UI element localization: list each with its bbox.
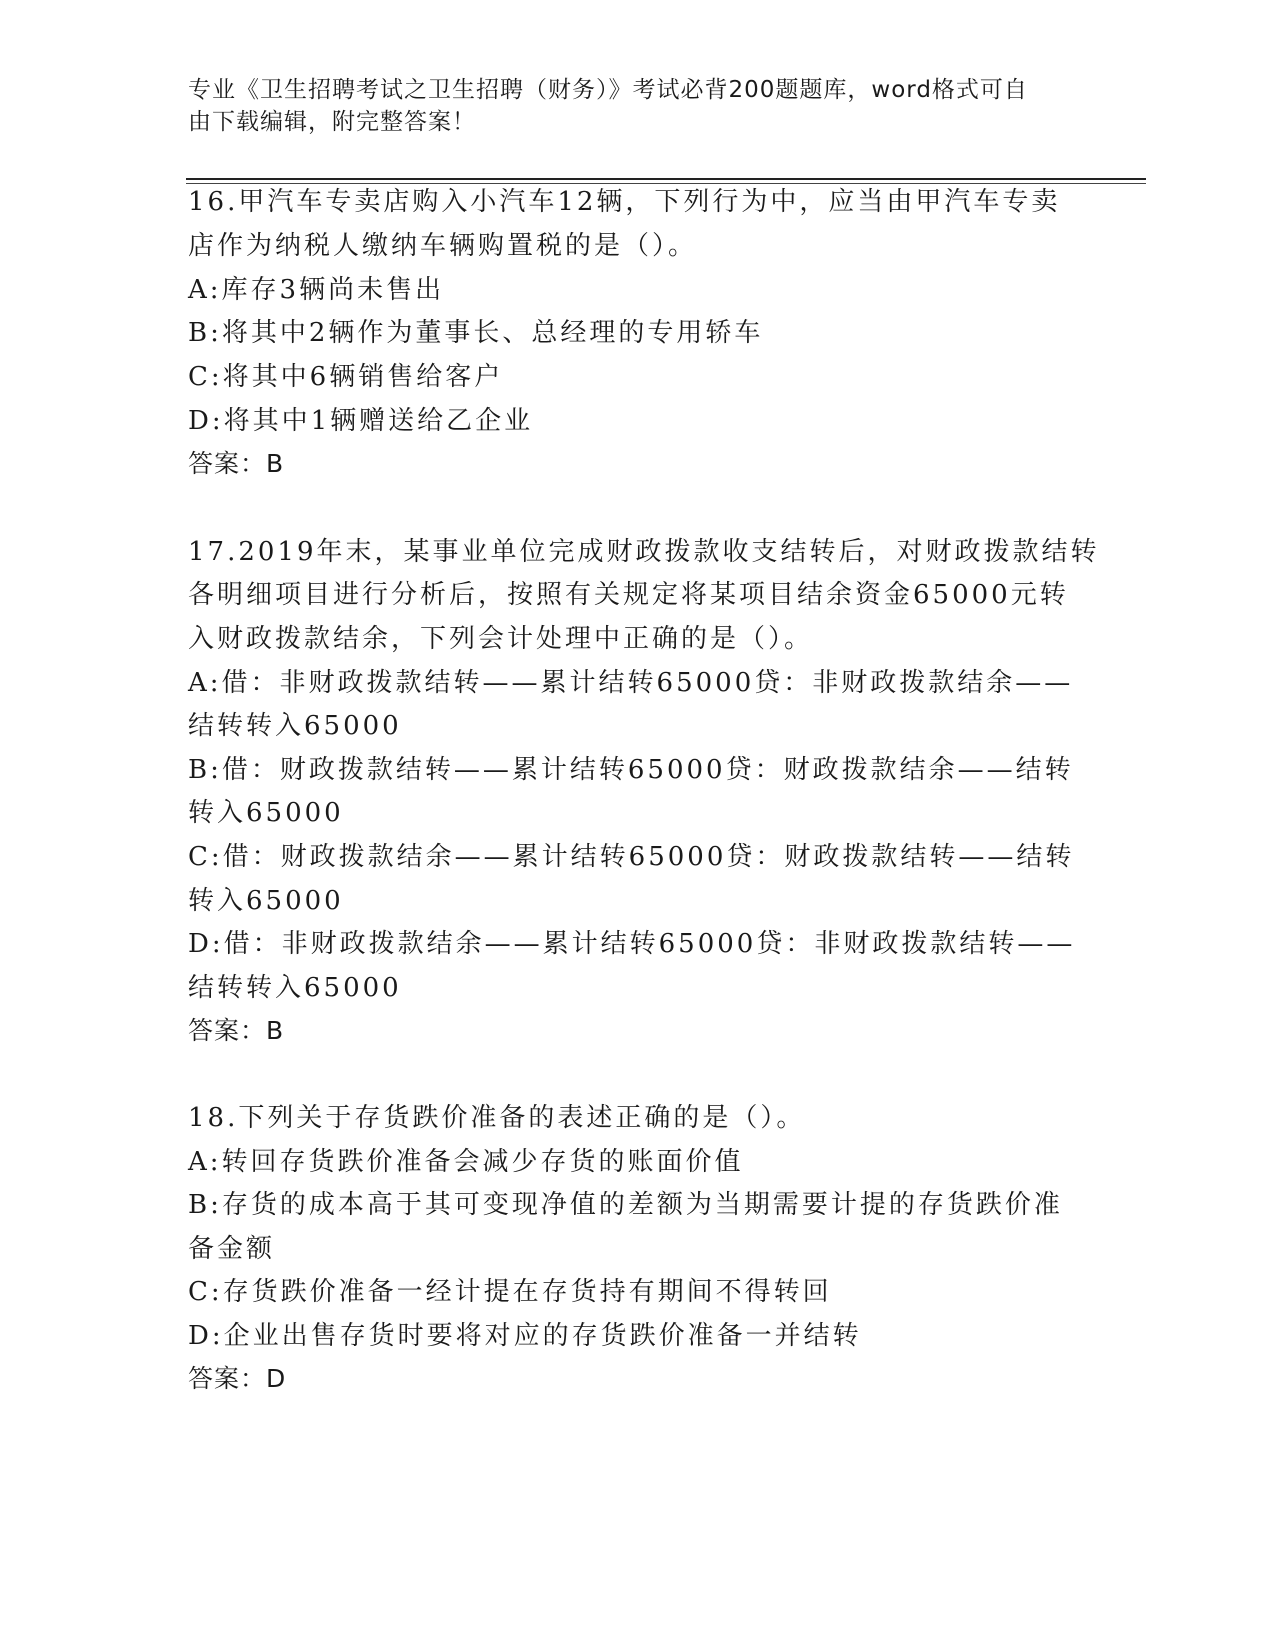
question-16-option-c: C:将其中6辆销售给客户 [188,362,504,392]
question-18-stem-line-1: 18.下列关于存货跌价准备的表述正确的是（）。 [188,1103,806,1133]
question-16-stem-line-2: 店作为纳税人缴纳车辆购置税的是（）。 [188,231,698,261]
question-18-option-b-line-2: 备金额 [188,1234,276,1264]
question-17-option-c-line-1: C:借：财政拨款结余——累计结转65000贷：财政拨款结转——结转 [188,842,1075,872]
question-18-option-d: D:企业出售存货时要将对应的存货跌价准备一并结转 [188,1321,862,1351]
question-17-stem-line-3: 入财政拨款结余，下列会计处理中正确的是（）。 [188,624,814,654]
question-17-option-d-line-1: D:借：非财政拨款结余——累计结转65000贷：非财政拨款结转—— [188,929,1076,959]
question-16-stem-line-1: 16.甲汽车专卖店购入小汽车12辆，下列行为中，应当由甲汽车专卖 [188,187,1061,217]
question-17-stem-line-1: 17.2019年末，某事业单位完成财政拨款收支结转后，对财政拨款结转 [188,537,1100,567]
question-17-answer: 答案：B [188,1016,285,1045]
question-17-option-a-line-1: A:借：非财政拨款结转——累计结转65000贷：非财政拨款结余—— [188,668,1074,698]
question-16-option-d: D:将其中1辆赠送给乙企业 [188,406,534,436]
question-17-option-b-line-2: 转入65000 [188,798,344,828]
question-18-option-c: C:存货跌价准备一经计提在存货持有期间不得转回 [188,1277,832,1307]
question-16-option-a: A:库存3辆尚未售出 [188,275,445,305]
question-16-answer: 答案：B [188,449,285,478]
header-divider-thin [186,183,1146,184]
question-18-option-a: A:转回存货跌价准备会减少存货的账面价值 [188,1147,744,1177]
document-header [188,74,1068,138]
question-17-option-c-line-2: 转入65000 [188,886,344,916]
question-17-stem-line-2: 各明细项目进行分析后，按照有关规定将某项目结余资金65000元转 [188,580,1069,610]
header-title-line-1: 专业《卫生招聘考试之卫生招聘（财务）》考试必背200题题库，word格式可自 [188,77,1028,103]
question-16-option-b: B:将其中2辆作为董事长、总经理的专用轿车 [188,318,764,348]
header-title-line-2: 由下载编辑，附完整答案！ [188,109,476,135]
question-18-option-b-line-1: B:存货的成本高于其可变现净值的差额为当期需要计提的存货跌价准 [188,1190,1063,1220]
question-18-answer: 答案：D [188,1364,287,1393]
question-17-option-b-line-1: B:借：财政拨款结转——累计结转65000贷：财政拨款结余——结转 [188,755,1074,785]
header-divider-thick [186,178,1146,180]
question-17-option-d-line-2: 结转转入65000 [188,973,402,1003]
question-17-option-a-line-2: 结转转入65000 [188,711,402,741]
